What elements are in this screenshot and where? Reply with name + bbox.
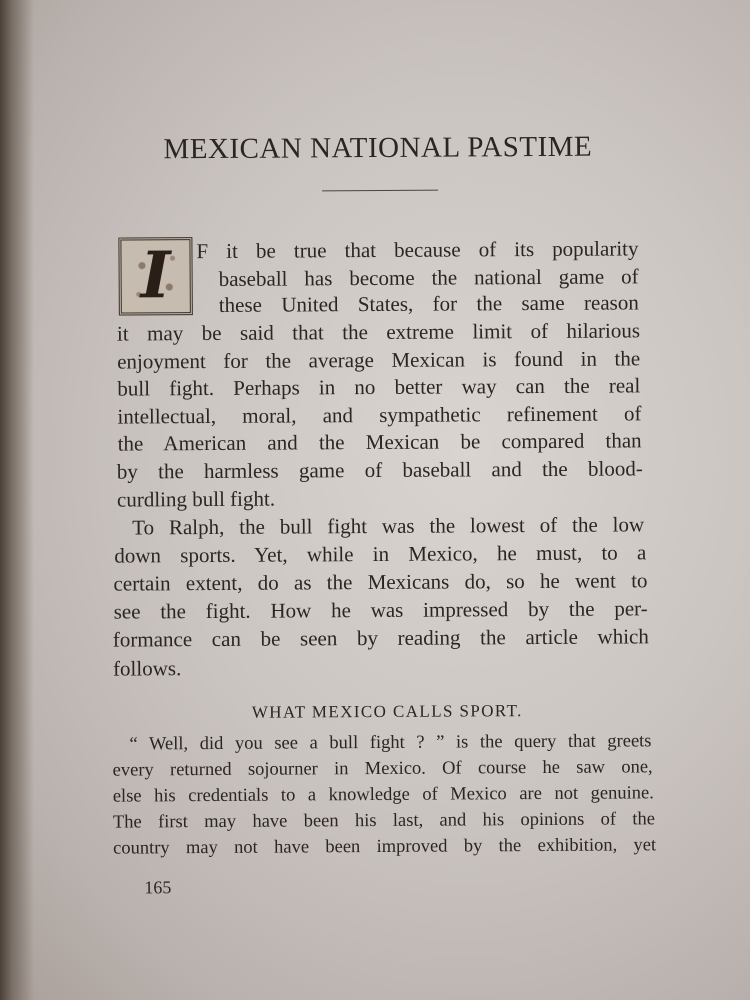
paragraph-1-line: the American and the Mexican be compared than <box>117 428 642 456</box>
paragraph-1-line: enjoyment for the average Mexican is found in the <box>117 346 641 374</box>
paragraph-1-line: by the harmless game of baseball and the blood- <box>116 456 643 484</box>
ornamental-drop-cap <box>118 237 192 315</box>
paragraph-1-line: intellectual, moral, and sympathetic refinement of <box>117 401 642 429</box>
paragraph-2-line: follows. <box>112 656 182 681</box>
drop-cap-letter: I <box>140 238 171 314</box>
paragraph-3-line: The first may have been his last, and his opinions of the <box>112 809 656 833</box>
paragraph-1-line: these United States, for the same reason <box>218 290 639 317</box>
paragraph-2-line: To Ralph, the bull fight was the lowest of the low <box>132 512 645 540</box>
paragraph-3-line: every returned sojourner in Mexico. Of course he saw one, <box>112 757 653 781</box>
paragraph-3-line: else his credentials to a knowledge of Mexico are not genuine. <box>112 783 654 807</box>
paragraph-2-line: certain extent, do as the Mexicans do, so he went to <box>113 568 648 596</box>
paragraph-2-line: see the fight. How he was impressed by the per- <box>113 596 648 624</box>
paragraph-1-line: bull fight. Perhaps in no better way can the real <box>117 373 641 401</box>
paragraph-2-line: formance can be seen by reading the article which <box>112 624 649 652</box>
paragraph-1-line: it may be said that the extreme limit of hilarious <box>116 318 641 346</box>
paragraph-2-line: down sports. Yet, while in Mexico, he must, to a <box>114 540 647 568</box>
paragraph-3-line: country may not have been improved by the exhibition, yet <box>113 835 657 859</box>
section-heading: WHAT MEXICO CALLS SPORT. <box>251 701 523 722</box>
paragraph-1-line: F it be true that because of its popularity <box>196 236 639 264</box>
chapter-title: MEXICAN NATIONAL PASTIME <box>163 130 593 166</box>
paragraph-1-line: curdling bull fight. <box>116 486 276 512</box>
title-divider <box>322 190 438 192</box>
paragraph-1-line: baseball has become the national game of <box>218 264 639 291</box>
page-number: 165 <box>144 877 172 898</box>
paragraph-3-line: “ Well, did you see a bull fight ? ” is the query that greets <box>129 731 652 755</box>
